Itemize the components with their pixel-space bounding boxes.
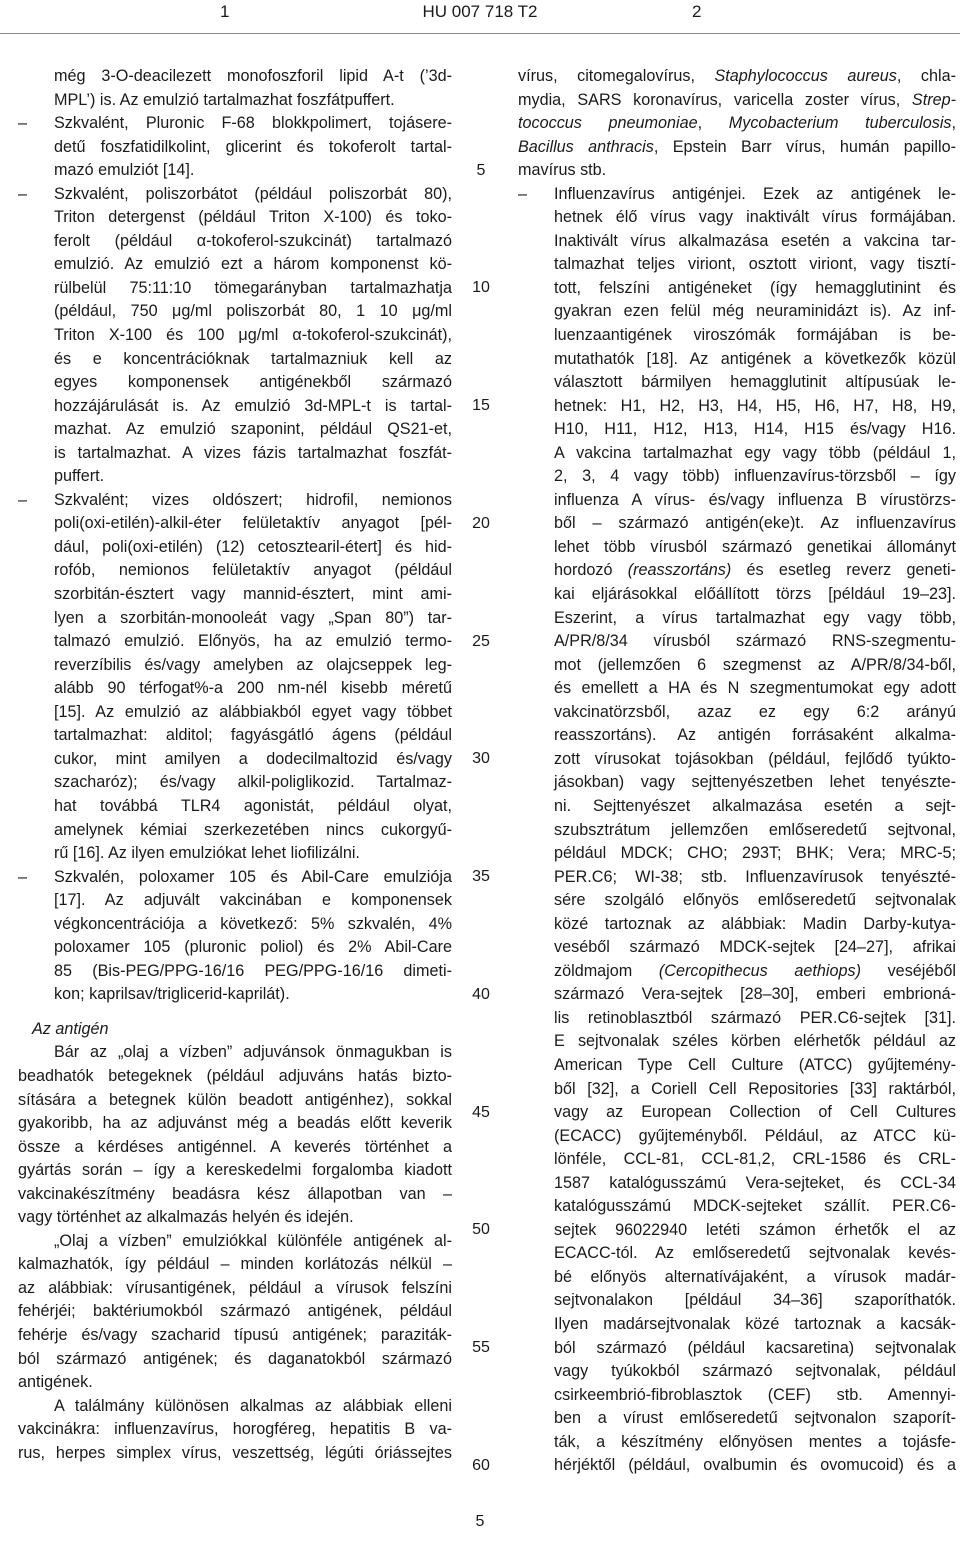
right-column-line: ni. Sejttenyészet alkalmazása esetén a sejt- [554,796,956,815]
left-column-line: is tartalmazhat. A vizes fázis tartalmazhat foszfát- [54,443,452,462]
left-column-line: „Olaj a vízben” emulziókkal különféle antigének al- [54,1231,452,1250]
line-number: 20 [472,514,490,532]
left-column-line: emulzió. Az emulzió ezt a három komponenst kö- [54,255,452,274]
right-column-line: Inaktivált vírus alkalmazása esetén a vakcina tar- [554,231,956,250]
right-column-line: American Type Cell Culture (ATCC) gyűjtemény- [554,1055,956,1074]
right-column-line: származó Vera-sejtek [28–30], emberi embrioná- [554,985,956,1004]
right-column-line: mot (jellemzően 6 szegmenst az A/PR/8/34-ből, [554,655,956,674]
line-number: 45 [472,1103,490,1121]
left-column-line: lyen a szorbitán-monooleát vagy „Span 80”) tar- [54,608,452,627]
right-column-line: kai eljárásokkal előállított törzs [például 19–23]. [554,585,956,604]
left-column-line: rű [16]. Az ilyen emulziókat lehet liofilizálni. [54,844,360,863]
left-column-line: szacharóz); és/vagy alkil-poliglikozid. Tartalmaz- [54,773,452,792]
left-column-line: Bár az „olaj a vízben” adjuvánsok önmagukban is [54,1043,452,1062]
left-column-line: mazó emulziót [14]. [54,161,195,180]
header-page-left: 1 [220,2,230,21]
left-column-line: össze a kérdéses antigénnel. A keverés történhet a [18,1137,452,1156]
left-column-line: talmazó emulzió. Előnyös, ha az emulzió termo- [54,632,452,651]
right-column-line: mutathatók [18]. Az antigének a következők közül [554,349,956,368]
left-column-line: – Szkvalént; vizes oldószert; hidrofil, nemionos [18,489,452,513]
right-column-line: E sejtvonalak széles körben elérhetők például az [554,1032,956,1051]
right-column-line: lis retinoblasztból származó PER.C6-sejtek [31]. [554,1008,956,1027]
header-patent-number: HU 007 718 T2 [422,2,538,21]
left-column-line: szorbitán-észtert vagy mannid-észtert, mint ami- [54,585,452,604]
left-column-line: sítására a betegnek külön beadott antigénhez), sokkal [18,1090,452,1109]
right-column [518,65,956,1478]
left-column-line: [15]. Az emulzió az alábbiakból egyet vagy többet [54,702,452,721]
line-number: 15 [472,397,490,415]
header-rule [0,33,960,34]
right-column-line: zott vírusokat tojásokban (például, fejlődő tyúkto- [554,749,956,768]
left-column [18,65,452,1465]
line-number: 5 [476,161,486,179]
left-column-line: 85 (Bis-PEG/PPG-16/16 PEG/PPG-16/16 dimeti- [54,961,452,980]
left-column-line: Az antigén [32,1019,109,1038]
left-column-line: vagy történhet az alkalmazás helyén és idején. [18,1208,354,1227]
left-column-line: ból származó antigének; és daganatokból származó [18,1349,452,1368]
left-column-line: rus, herpes simplex vírus, veszettség, légúti óriássejtes [18,1443,452,1462]
right-column-line: (ECACC) gyűjteményből. Például, az ATCC kü- [554,1126,956,1145]
right-column-line: H10, H11, H12, H13, H14, H15 és/vagy H16. [554,420,956,439]
right-column-line: szubsztrátum jellemzően emlőseredetű sejtvonal, [554,820,956,839]
line-number: 10 [472,279,490,297]
right-column-line: mydia, SARS koronavírus, varicella zoster vírus, Strep- [518,90,956,109]
left-column-line: még 3-O-deacilezett monofoszforil lipid A-t (’3d- [54,67,452,85]
left-column-line: (például, 750 μg/ml poliszorbát 80, 1 10 μg/ml [54,302,452,321]
left-column-line: MPL’) is. Az emulzió tartalmazhat foszfátpuffert. [54,90,395,109]
left-column-line: hat továbbá TLR4 agonistát, például olyat, [54,796,452,815]
right-column-line: például MDCK; CHO; 293T; BHK; Vera; MRC-5; [554,844,956,863]
line-number: 25 [472,632,490,650]
right-column-line: Ilyen madársejtvonalak közé tartoznak a kacsák- [554,1314,956,1333]
right-column-line: lönféle, CCL-81, CCL-81,2, CRL-1586 és CRL- [554,1150,956,1169]
right-column-line: hetnek: H1, H2, H3, H4, H5, H6, H7, H8, H9, [554,396,956,415]
left-column-line: puffert. [54,467,105,486]
right-column-line: sejtek 96022940 letéti számon érhetők el az [554,1220,956,1239]
left-column-line: detű foszfatidilkolint, glicerint és tokoferolt tartal- [54,137,452,156]
right-column-line: Bacillus anthracis, Epstein Barr vírus, humán papillo- [518,137,956,156]
left-column-line: poloxamer 105 (pluronic poliol) és 2% Abil-Care [54,938,452,957]
left-column-line: ferolt (például α-tokoferol-szukcinát) tartalmazó [54,231,452,250]
left-column-line: – Szkvalént, Pluronic F-68 blokkpolimert, tojásere- [18,112,452,136]
left-column-line: kon; kaprilsav/triglicerid-kaprilát). [54,985,290,1004]
right-column-line: közé tartoznak az alábbiak: Madin Darby-kutya- [554,914,956,933]
right-column-line: sére szolgáló előnyös emlőseredetű sejtvonalak [554,891,956,910]
left-column-line: hozzájárulását is. Az emulzió 3d-MPL-t is tartal- [54,396,452,415]
left-column-line: és e koncentrációknak tartalmazniuk kell az [54,349,452,368]
left-column-line: – Szkvalén, poloxamer 105 és Abil-Care emulziója [18,866,452,890]
right-column-line: PER.C6; WI-38; stb. Influenzavírusok tenyészté- [554,867,956,886]
right-column-line: luenzaantigének viroszómák formájában is be- [554,326,956,345]
right-column-line: lehet több vírusból származó genetikai állományt [554,537,956,556]
right-column-line: ből [32], a Coriell Cell Repositories [33] raktárból, [554,1079,956,1098]
left-column-line: tartalmazhat: alditol; fagyásgátló ágens (például [54,726,452,745]
line-number: 30 [472,750,490,768]
right-column-line: vagy tyúkokból származó sejtvonalak, például [554,1362,956,1381]
left-column-line: cukor, mint amilyen a dodecilmaltozid és/vagy [54,749,452,768]
left-column-line: az alábbiak: vírusantigének, például a vírusok felszíni [18,1278,452,1297]
left-column-line: A találmány különösen alkalmas az alábbiak elleni [54,1396,452,1415]
left-column-line: végkoncentrációja a következő: 5% szkvalén, 4% [54,914,452,933]
right-column-line: ből – származó antigén(eke)t. Az influenzavírus [554,514,956,533]
left-column-line: alább 90 térfogat%-a 200 nm-nél kisebb méretű [54,679,452,698]
left-column-line: beadhatók betegeknek (például adjuváns hatás bizto- [18,1066,452,1085]
left-column-line: gyártás során – így a kereskedelmi forgalomba kiadott [18,1161,452,1180]
right-column-line: 1587 katalógusszámú Vera-sejteket, és CCL-34 [554,1173,956,1192]
left-column-line: vakcinakészítmény beadásra kész állapotban van – [18,1184,452,1203]
left-column-line: Triton detergenst (például Triton X-100) és toko- [54,208,452,227]
line-number: 60 [472,1456,490,1474]
left-column-line: vakcinákra: influenzavírus, horogféreg, hepatitis B va- [18,1420,452,1439]
left-column-line: egyes komponensek antigénekből származó [54,373,452,392]
right-column-line: vakcinatörzsből, azaz ez egy 6:2 arányú [554,702,956,721]
right-column-line: és emellett a HA és N szegmentumokat egy adott [554,679,956,698]
line-number: 55 [472,1339,490,1357]
left-column-line: fehérje és/vagy szacharid típusú antigének; paraziták- [18,1325,452,1344]
line-number: 40 [472,985,490,1003]
right-column-line: zöldmajom (Cercopithecus aethiops) veséjéből [554,961,956,980]
line-number: 50 [472,1221,490,1239]
left-column-line: rülbelül 75:11:10 tömegarányban tartalmazhatja [54,278,452,297]
left-column-line: reverzíbilis és/vagy amelyben az olajcseppek leg- [54,655,452,674]
left-column-line: fehérjéi; baktériumokból származó antigének, például [18,1302,452,1321]
right-column-line: csirkeembrió-fibroblasztok (CEF) stb. Amennyi- [554,1385,956,1404]
right-column-line: katalógusszámú MDCK-sejteket szállít. PER.C6- [554,1197,956,1216]
right-column-line: jásokban) vagy sejttenyészetben lehet tenyészte- [554,773,956,792]
right-column-line: tott, felszíni antigéneket (így hemagglutinint és [554,278,956,297]
right-column-line: hérjéktől (például, ovalbumin és ovomucoid) és a [554,1456,956,1475]
left-column-line: gyakoribb, ha az adjuvánst még a beadás előtt keverik [18,1114,452,1133]
left-column-line: antigének. [18,1373,93,1392]
right-column-line: vírus, citomegalovírus, Staphylococcus aureus, chla- [518,67,956,85]
left-column-line: kalmazhatók, így például – minden korlátozás nélkül – [18,1255,452,1274]
right-column-line: ben a vírust emlőseredetű sejtvonalon szaporít- [554,1409,956,1428]
right-column-line: A/PR/8/34 vírusból származó RNS-szegmentu- [554,632,956,651]
right-column-line: ECACC-tól. Az emlőseredetű sejtvonalak kevés- [554,1244,956,1263]
right-column-line: hetnek élő vírus vagy inaktivált vírus formájában. [554,208,956,227]
right-column-line: bé előnyös alternatívájaként, a vírusok madár- [554,1267,956,1286]
right-column-line: talmazhat teljes viriont, osztott viriont, vagy tisztí- [554,255,956,274]
page-footer-number: 5 [475,1513,485,1530]
right-column-line: gyakran ezen felül még neuraminidázt is). Az inf- [554,302,956,321]
right-column-line: hordozó (reasszortáns) és esetleg reverz geneti- [554,561,956,580]
right-column-line: influenza A vírus- és/vagy influenza B vírustörzs- [554,490,956,509]
header-page-right: 2 [692,2,702,21]
left-column-line: Triton X-100 és 100 μg/ml α-tokoferol-szukcinát), [54,326,452,345]
left-column-line: rofób, nemionos felületaktív anyagot (például [54,561,452,580]
right-column-line: Eszerint, a vírus tartalmazhat egy vagy több, [554,608,956,627]
right-column-line: vagy az European Collection of Cell Cultures [554,1103,956,1122]
left-column-line [18,1007,452,1018]
left-column-line: poli(oxi-etilén)-alkil-éter felületaktív anyagot [pél- [54,514,452,533]
left-column-line: dául, poli(oxi-etilén) (12) cetosztearil-étert] és hid- [54,537,452,556]
left-column-line: – Szkvalént, poliszorbátot (például poliszorbát 80), [18,183,452,207]
line-number: 35 [472,868,490,886]
left-column-line: mazhat. Az emulzió szaponint, például QS21-et, [54,420,452,439]
right-column-line: ból származó (például kacsaretina) sejtvonalak [554,1338,956,1357]
right-column-line: sejtvonalakon [például 34–36] szaporíthatók. [554,1291,956,1310]
right-column-line: A vakcina tartalmazhat egy vagy több (például 1, [554,443,956,462]
right-column-line: – Influenzavírus antigénjei. Ezek az antigének le- [518,183,956,207]
right-column-line: mavírus stb. [518,161,607,180]
left-column-line: amelynek kémiai szerkezetében nincs cukorgyű- [54,820,452,839]
left-column-line: [17]. Az adjuvált vakcinában e komponensek [54,891,452,910]
right-column-line: reasszortáns). Az antigén forrásaként alkalma- [554,726,956,745]
right-column-line: veséből származó MDCK-sejtek [24–27], afrikai [554,938,956,957]
right-column-line: tococcus pneumoniae, Mycobacterium tuberculosis, [518,114,957,133]
right-column-line: 2, 3, 4 vagy több) influenzavírus-törzsből – így [554,467,956,486]
right-column-line: ták, a készítmény előnyösen mentes a tojásfe- [554,1432,956,1451]
right-column-line: választott bármilyen hemagglutinit altípusúak le- [554,373,956,392]
